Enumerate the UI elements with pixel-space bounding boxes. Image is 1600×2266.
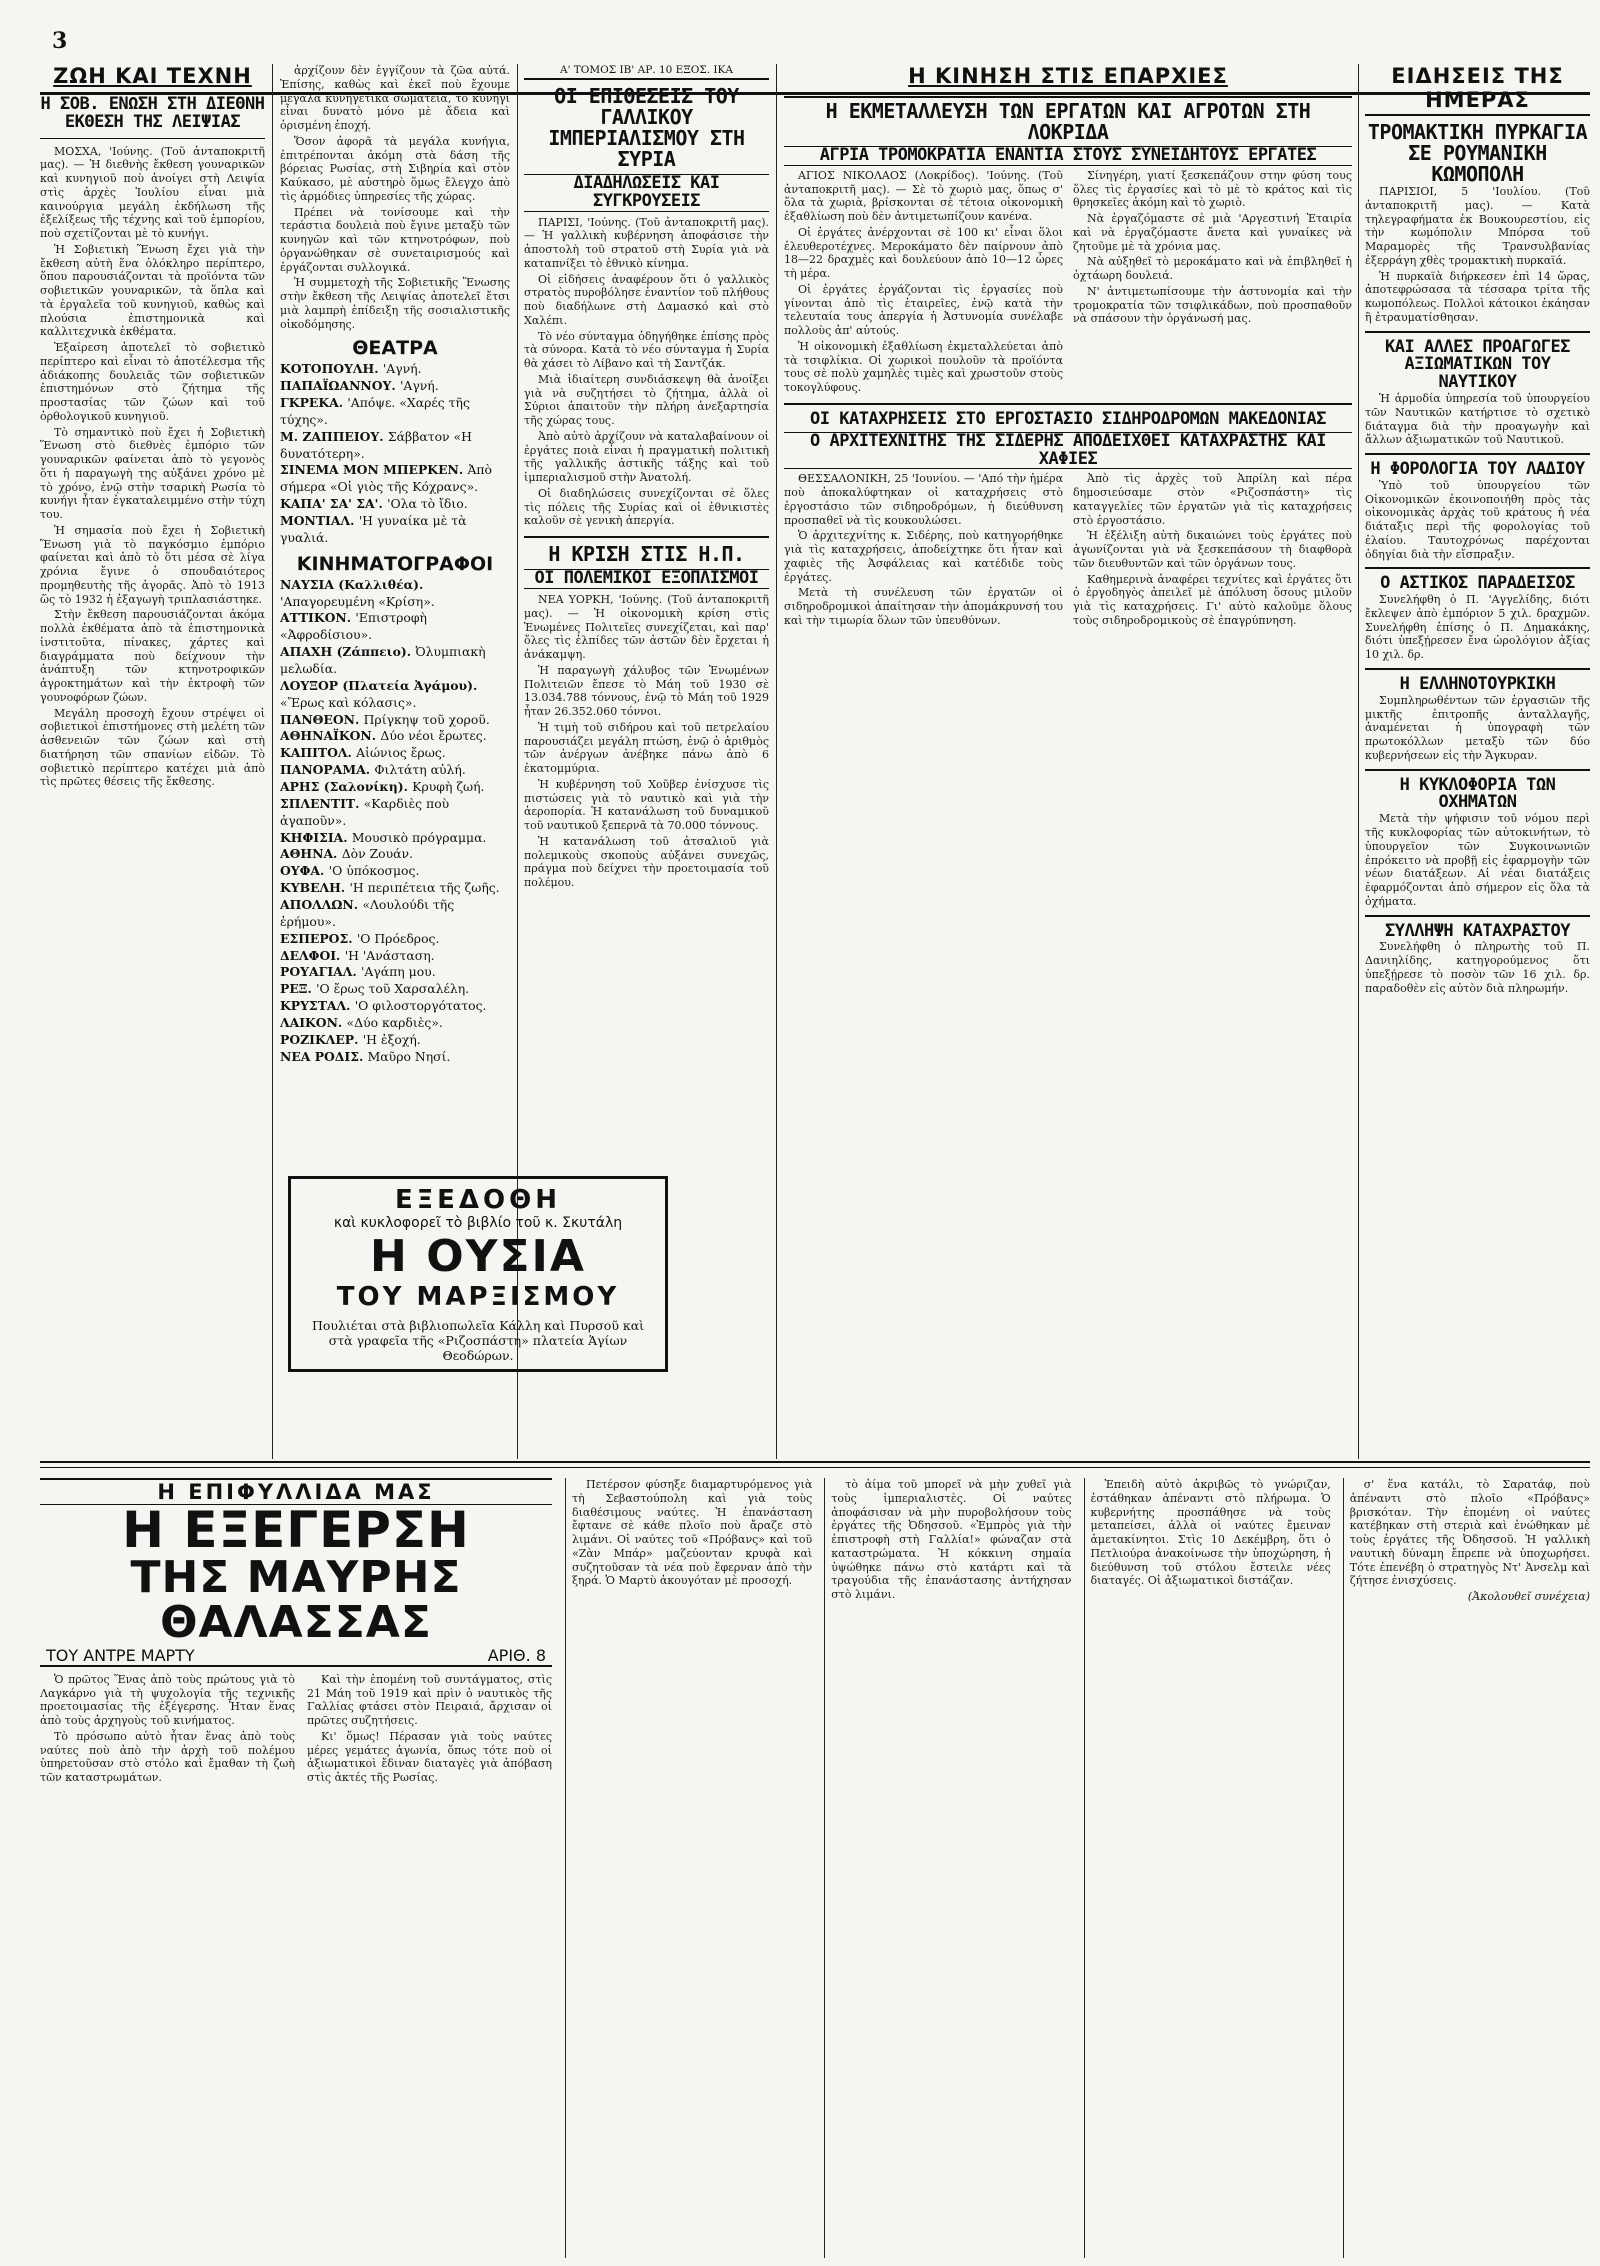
listing-entry [280, 779, 510, 796]
column-syria [524, 64, 769, 1459]
paragraph: Νὰ ἐργαζόμαστε σὲ μιὰ 'Αργεστινή Ἑταιρία καὶ νὰ ἐργαζόμαστε ἄνετα καὶ γυναίκες νὰ ζητοῦμε μὲ τὰ χρόνια μας. [1073, 212, 1352, 253]
paragraph: Πρέπει νὰ τονίσουμε καὶ τὴν τεράστια δουλειὰ ποὺ ἔγινε μεταξὺ τῶν κυνηγῶν καὶ τῶν κτηνοτρόφων, ποὺ ὀργανώθηκαν σὲ συνεταιρισμούς καὶ ἐργάζονται συλλογικά. [280, 205, 510, 274]
paragraph: Μεγάλη προσοχὴ ἔχουν στρέψει οἱ σοβιετικοὶ ἐπιστήμονες στὴ μελέτη τῶν ἀσθενειῶν τῶν ζώων καὶ στὴ διατήρηση τῶν σπανίων εἰδῶν. Τὸ σοβιετικὸ περίπτερο κατέχει μιὰ ἀπὸ τὶς πρῶτες θέσεις τῆς ἔκθεσης. [40, 706, 265, 789]
paragraph: Ἡ οἰκονομικὴ ἐξαθλίωση ἐκμεταλλεύεται ἀπὸ τὰ τσιφλίκια. Οἱ χωρικοὶ πουλοῦν τὰ προϊόντα τους σὲ πολὺ χαμηλὲς τιμὲς καὶ χρωστοῦν στοὺς τοκογλύφους. [784, 339, 1063, 395]
rule [524, 536, 769, 538]
subhead-syria: ΔΙΑΔΗΛΩΣΕΙΣ ΚΑΙ ΣΥΓΚΡΟΥΣΕΙΣ [524, 174, 769, 212]
show-title: Σάββατον «Η δυνατότερη». [280, 428, 472, 461]
show-title: 'Ο Πρόεδρος. [356, 930, 440, 946]
section-title-provinces: Η ΚΙΝΗΣΗ ΣΤΙΣ ΕΠΑΡΧΙΕΣ [908, 64, 1228, 88]
section-title-news: ΕΙΔΗΣΕΙΣ ΤΗΣ ΗΜΕΡΑΣ [1365, 64, 1590, 116]
listing-entry [280, 361, 510, 378]
article-paradise [1365, 593, 1590, 662]
show-title: 'Ο ὑπόκοσμος. [328, 863, 420, 879]
article-traffic [1365, 812, 1590, 908]
lokrida-columns [784, 169, 1352, 397]
listing-entry [280, 863, 510, 880]
paragraph: Ἡ ἁρμοδία ὑπηρεσία τοῦ ὑπουργείου τῶν Ναυτικῶν κατήρτισε τὸ σχετικὸ διάταγμα διὰ τὴν προαγωγὴν καὶ ἄλλων ἀξιωματικῶν τοῦ Ναυτικοῦ. [1365, 392, 1590, 447]
show-title: 'Ο φιλοστοργότατος. [354, 998, 487, 1014]
paragraph: Νὰ αὐξηθεῖ τὸ μεροκάματο καὶ νὰ ἐπιβληθεῖ ἡ ὀχτάωρη δουλειά. [1073, 255, 1352, 283]
cinema-listing [280, 577, 510, 1066]
paragraph: Ὑπὸ τοῦ ὑπουργείου τῶν Οἰκονομικῶν ἐκοινοποιήθη πρὸς τὰς οἰκονομικὰς ἀρχὰς τοῦ κράτους ἡ νέα διάταξις περὶ τῆς φορολογίας τοῦ ἐλαίου. Ταυτοχρόνως παρέχονται ὁδηγίαι διὰ τὴν εἴσπραξιν. [1365, 478, 1590, 561]
show-title: Ὀλυμπιακὴ μελωδία. [280, 644, 486, 676]
show-title: 'Επιστροφὴ «Ἀφροδίσιου». [280, 610, 427, 643]
subhead-foreman: Ο ΑΡΧΙΤΕΧΝΙΤΗΣ ΤΗΣ ΣΙΔΕΡΗΣ ΑΠΟΔΕΙΧΘΕΙ ΚΑΤΑΧΡΑΣΤΗΣ ΚΑΙ ΧΑΦΙΕΣ [784, 432, 1352, 470]
paragraph: Ὁ ἀρχιτεχνίτης κ. Σιδέρης, ποὺ κατηγορήθηκε γιὰ τὶς καταχρήσεις, ἀποδείχτηκε ὅτι ἦταν καὶ χαφιὲς τῆς Ἀσφάλειας καὶ κατέδιδε τοὺς ἐργάτες. [784, 529, 1063, 584]
feuilleton-byline [40, 1646, 552, 1667]
listing-entry [280, 1015, 510, 1032]
feuilleton-rule [40, 1461, 1590, 1468]
paragraph: Ἀπὸ αὐτὸ ἀρχίζουν νὰ καταλαβαίνουν οἱ ἐργάτες ποιὰ εἶναι ἡ πραγματικὴ πολιτικὴ τῆς γαλλικῆς ἀστικῆς τάξης καὶ τοῦ ἰμπεριαλισμοῦ στὴν Ἀνατολή. [524, 429, 769, 485]
venue-name: ΣΠΛΕΝΤΙΤ. [280, 795, 364, 811]
listing-entry [280, 678, 510, 712]
listing-entry [280, 712, 510, 729]
listing-entry [280, 830, 510, 847]
paragraph: Ἡ πυρκαϊὰ διήρκεσεν ἐπὶ 14 ὥρας, ἀποτεφρώσασα τὰ τέσσαρα τρίτα τῆς κωμοπόλεως. Πολλοὶ κάτοικοι ἐκάησαν ἢ ἐτραυματίσθησαν. [1365, 269, 1590, 324]
headline-greco-turkish: Η ΕΛΛΗΝΟΤΟΥΡΚΙΚΗ [1399, 673, 1556, 694]
paragraph: Ἐπειδὴ αὐτὸ ἀκριβῶς τὸ γνώριζαν, ἐστάθηκαν ἀπέναντι στὸ πλήρωμα. Ὁ κυβερνήτης προσπάθησε νὰ τοὺς μεταπείσει, ἀλλὰ οἱ ναύτες ἔμειναν ἀμετακίνητοι. Στὶς 10 Δεκέμβρη, ὅτι ὁ Πετλιούρα ἀνακοίνωσε τὴν ὑποχώρηση, ἡ διεύθυνση τοῦ στόλου ἔστειλε νέες διαταγές. Οἱ ἀξιωματικοὶ διστάζαν. [1090, 1478, 1331, 1588]
article-greco-turkish [1365, 694, 1590, 763]
headline-syria: ΟΙ ΕΠΙΘΕΣΕΙΣ ΤΟΥ ΓΑΛΛΙΚΟΥ ΙΜΠΕΡΙΑΛΙΣΜΟΥ ΣΤΗ ΣΥΡΙΑ [548, 84, 745, 171]
paragraph: ΜΟΣΧΑ, 'Ιούνης. (Τοῦ ἀνταποκριτῆ μας). — Ἡ διεθνὴς ἔκθεση γουναρικῶν καὶ κυνηγιοῦ ποὺ ἀνοίγει στὴ Λειψία στὶς ἀρχὲς Ἰουλίου εἶναι μιὰ καινούργια μεγάλη ἐκδήλωση τῆς ἐξελίξεως τῆς τέχνης καὶ τοῦ ἐμπορίου, ποὺ σχετίζονται μὲ τὸ κυνήγι. [40, 144, 265, 241]
headline-lokrida: Η ΕΚΜΕΤΑΛΛΕΥΣΗ ΤΩΝ ΕΡΓΑΤΩΝ ΚΑΙ ΑΓΡΟΤΩΝ ΣΤΗ ΛΟΚΡΙΔΑ [784, 96, 1352, 143]
listing-entry [280, 745, 510, 762]
article-syria [524, 216, 769, 529]
feuilleton-col [1343, 1478, 1590, 2258]
listing-entry [280, 644, 510, 678]
show-title: Φιλτάτη αὐλή. [374, 762, 466, 778]
show-title: Πρίγκηψ τοῦ χοροῦ. [363, 711, 490, 727]
article-embezzler [1365, 940, 1590, 995]
venue-name: ΑΘΗΝΑ. [280, 846, 342, 862]
rule [1365, 668, 1590, 670]
headline-traffic: Η ΚΥΚΛΟΦΟΡΙΑ ΤΩΝ ΟΧΗΜΑΤΩΝ [1399, 774, 1556, 813]
paragraph: Συνελήφθη ὁ Π. 'Αγγελίδης, διότι ἔκλεψεν ἀπὸ ἐμπόριον 5 χιλ. δραχμῶν. Συνελήφθη ἐπίσης ὁ Π. Δημακάκης, διότι ὑπεξῄρεσεν ἔνα ὡρολόγιον ἀξίας 10 χιλ. δρ. [1365, 593, 1590, 662]
venue-name: ΚΥΒΕΛΗ. [280, 880, 350, 896]
paragraph: ΑΓΙΟΣ ΝΙΚΟΛΑΟΣ (Λοκρίδος). 'Ιούνης. (Τοῦ ἀνταποκριτῆ μας). — Σὲ τὸ χωριὸ μας, ὅπως σ' ὅλα τὰ χωριὰ, βρίσκονται σὲ τέτοια οἰκονομικὴ ἐξαθλίωση ποὺ δὲν ἀντιμετωπίζουν κανένα. [784, 168, 1063, 224]
show-title: «Λουλούδι τῆς ἐρήμου». [280, 897, 455, 929]
paragraph: Ἡ κατανάλωση τοῦ ἀτσαλιοῦ γιὰ πολεμικοὺς σκοποὺς αὐξάνει συνεχῶς, πράγμα ποὺ δείχνει τὴν προετοιμασία τοῦ πολέμου. [524, 834, 769, 890]
article-lokrida-continued [1073, 169, 1352, 397]
show-title: 'Ολα τὸ ἴδιο. [387, 496, 468, 512]
venue-name: ΡΟΖΙΚΛΕΡ. [280, 1031, 363, 1047]
headline-fire: ΤΡΟΜΑΚΤΙΚΗ ΠΥΡΚΑΓΙΑ ΣΕ ΡΟΥΜΑΝΙΚΗ ΚΩΜΟΠΟΛΗ [1367, 120, 1588, 186]
column-divider [776, 64, 777, 1459]
article-railway-factory [784, 472, 1352, 629]
venue-name: ΠΑΠΑΪΩΑΝΝΟΥ. [280, 378, 400, 394]
venue-name: ΣΙΝΕΜΑ ΜΟΝ ΜΠΕΡΚΕΝ. [280, 462, 468, 478]
column-divider [1358, 64, 1359, 1459]
feuilleton-columns [565, 1478, 1590, 2258]
venue-name: ΟΥΦΑ. [280, 863, 329, 879]
show-title: 'Αγνή. [382, 361, 422, 377]
show-title: «Δύο καρδιὲς». [346, 1015, 443, 1031]
paragraph: Οἱ ἐργάτες ἐργάζονται τὶς ἐργασίες ποὺ γίνονται ἀπὸ τὶς ἑταιρεῖες, ἐνῷ κατὰ τὴν τελευταία τους ἀπεργία ἡ Ἀστυνομία συνέλαβε πολλοὺς ἀπ' αὐτούς. [784, 282, 1063, 338]
show-title: Δὸν Ζουάν. [341, 846, 414, 862]
listing-entry [280, 897, 510, 931]
venue-name: ΛΑΙΚΟΝ. [280, 1015, 347, 1031]
to-be-continued: (Ἀκολουθεῖ συνέχεια) [1467, 1590, 1590, 1603]
ad-footer: Πουλιέται στὰ βιβλιοπωλεῖα Κάλλη καὶ Πυρσοῦ καὶ στὰ γραφεῖα τῆς «Ριζοσπάστη» πλατεία Ἁγίων Θεοδώρων. [311, 1318, 645, 1363]
listing-entry [280, 846, 510, 863]
theatres-heading: ΘΕΑΤΡΑ [352, 337, 438, 360]
rule [40, 138, 265, 139]
venue-name: ΑΘΗΝΑΪΚΟΝ. [280, 728, 381, 744]
venue-name: ΛΟΥΞΟΡ (Πλατεία Ἀγάμου). [280, 677, 478, 693]
paragraph: Ἡ σημασία ποὺ ἔχει ἡ Σοβιετικὴ Ἕνωση γιὰ τὸ παγκόσμιο ἐμπόριο φαίνεται καὶ ἀπὸ τὸ ὅτι μέσα σὲ λίγα χρόνια ἔγινε ὁ σπουδαιότερος προμηθευτὴς τῆς ἀγορᾶς. Ἀπὸ τὸ 1913 ὥς τὸ 1932 ἡ ἐξαγωγὴ τριπλασιάστηκε. [40, 523, 265, 606]
rule [1365, 567, 1590, 569]
rule [1365, 331, 1590, 333]
paragraph: ΠΑΡΙΣΙ, 'Ιούνης. (Τοῦ ἀνταποκριτῆ μας). — Ἡ γαλλικὴ κυβέρνηση ἀποφάσισε τὴν ἀποστολὴ τοῦ στρατοῦ στὴ Συρία γιὰ νὰ καταπνίξει τὸ ἐθνικὸ κίνημα. [524, 215, 769, 270]
listing-entry [280, 513, 510, 547]
paragraph: ἀρχίζουν δὲν ἐγγίζουν τὰ ζῶα αὐτά. Ἐπίσης, καθὼς καὶ ἐκεῖ ποὺ ἔχουμε μεγάλα κυνηγετικὰ σωματεῖα, τὸ κυνήγι εἶναι δυνατὸ μόνο μὲ ἄδεια καὶ ὁρισμένη ἐποχή. [280, 64, 510, 132]
show-title: 'Αγάπη μου. [361, 964, 436, 980]
headline-navy: ΚΑΙ ΑΛΛΕΣ ΠΡΟΑΓΩΓΕΣ ΑΞΙΩΜΑΤΙΚΩΝ ΤΟΥ ΝΑΥΤΙΚΟΥ [1385, 336, 1570, 393]
paragraph: ΝΕΑ ΥΟΡΚΗ, 'Ιούνης. (Τοῦ ἀνταποκριτῆ μας). — Ἡ οἰκονομικὴ κρίση στὶς Ἑνωμένες Πολιτεῖες συνεχίζεται, καὶ παρ' ὅλες τὶς ἐλπίδες τῶν ἀστῶν δὲν ἔρχεται ἡ ἀνάκαμψη. [524, 593, 769, 662]
paragraph: Καθημερινὰ ἀναφέρει τεχνίτες καὶ ἐργάτες ὅτι ὁ ἐργοδηγὸς ἀπειλεῖ μὲ ἀπόλυση ὅσους μιλοῦν γιὰ τὶς καταχρήσεις. Γι' αὐτὸ καλοῦμε ὅλους τοὺς σιδηροδρομικοὺς σὲ ἐπαγρύπνηση. [1073, 572, 1352, 627]
listing-entry [280, 496, 510, 513]
headline-oil-tax: Η ΦΟΡΟΛΟΓΙΑ ΤΟΥ ΛΑΔΙΟΥ [1370, 459, 1585, 480]
show-title: Δύο νέοι ἔρωτες. [380, 728, 487, 744]
feuilleton-text-1 [40, 1673, 295, 1787]
ad-book-title: Η ΟΥΣΙΑ [370, 1231, 586, 1282]
ad-heading: ΕΞΕΔΟΘΗ [394, 1185, 562, 1215]
paragraph: Καὶ τὴν ἐπομένη τοῦ συντάγματος, στὶς 21 Μάη τοῦ 1919 καὶ πρὶν ὁ ναυτικὸς τῆς Γαλλίας φτάσει στὸν Πειραιά, ἄρχισαν οἱ πρῶτες συζητήσεις. [307, 1672, 552, 1727]
page-number: 3 [52, 28, 68, 54]
venue-name: ΝΕΑ ΡΟΔΙΣ. [280, 1048, 368, 1064]
headline-leipzig: Η ΣΟΒ. ΕΝΩΣΗ ΣΤΗ ΔΙΕΘΝΗ ΕΚΘΕΣΗ ΤΗΣ ΛΕΙΨΙΑΣ [40, 94, 265, 132]
paragraph: σ' ἕνα κατάλι, τὸ Σαρατάφ, ποὺ ἀπέναντι στὸ πλοῖο «Πρόβανς» βρισκόταν. Τὴν ἐπομένη οἱ ναύτες κατέβηκαν στὴ στεριὰ καὶ ἐνώθηκαν μὲ τοὺς ἐργάτες τῆς Ὀδησσοῦ. Ἡ γαλλικὴ ναυτικὴ δύναμη ἔπρεπε νὰ ὑποχωρήσει. Τότε ἐπενέβη ὁ στρατηγὸς Ντ' Ἀνσελμ καὶ ζήτησε ἐνισχύσεις. [1349, 1478, 1590, 1588]
venue-name: ΡΕΞ. [280, 981, 317, 997]
theatre-listing [280, 361, 510, 546]
section-title-culture: ΖΩΗ ΚΑΙ ΤΕΧΝΗ [53, 64, 252, 88]
paragraph: ΠΑΡΙΣΙΟΙ, 5 'Ιουλίου. (Τοῦ ἀνταποκριτῆ μας). — Κατὰ τηλεγραφήματα ἐκ Βουκουρεστίου, εἰς τὴν κωμόπολιν Μπόρσα τοῦ Μαραμορὲς τῆς Τρανσυλβανίας ἐξερράγη χθὲς τρομακτικὴ πυρκαϊά. [1365, 185, 1590, 267]
column-provinces [784, 64, 1352, 1459]
venue-name: ΚΑΠΑ' ΣΑ' ΣΑ'. [280, 496, 388, 512]
feuilleton-author: ΤΟΥ ΑΝΤΡΕ ΜΑΡΤΥ [46, 1645, 195, 1665]
venue-name: ΔΕΛΦΟΙ. [280, 947, 345, 963]
headline-railway-factory: ΟΙ ΚΑΤΑΧΡΗΣΕΙΣ ΣΤΟ ΕΡΓΟΣΤΑΣΙΟ ΣΙΔΗΡΟΔΡΟΜΩΝ ΜΑΚΕΔΟΝΙΑΣ [810, 408, 1326, 429]
show-title: 'Απαγορευμένη «Κρίση». [280, 593, 435, 609]
show-title: Ἀπὸ σήμερα «Οἱ γιὸς τῆς Κόχρανς». [280, 462, 493, 495]
listing-entry [280, 880, 510, 897]
venue-name: ΚΗΦΙΣΙΑ. [280, 829, 352, 845]
paragraph: Τὸ πρόσωπο αὐτὸ ἦταν ἕνας ἀπὸ τοὺς ναύτες ποὺ ἀπὸ τὴν ἀρχὴ τοῦ πολέμου ὑπηρετοῦσαν στὸ στόλο καὶ ἔμαθαν τὴ ζωὴ τῶν καταστρωμάτων. [40, 1729, 295, 1784]
ad-line: καὶ κυκλοφορεῖ τὸ βιβλίο τοῦ κ. Σκυτάλη [333, 1215, 623, 1231]
paragraph: Ἡ ἐξέλιξη αὐτὴ δικαιώνει τοὺς ἐργάτες ποὺ ἀγωνίζονται γιὰ νὰ ξεσκεπάσουν τὴ διαφθορὰ τῶν διευθυντῶν καὶ τῶν ὀργάνων τους. [1073, 529, 1352, 570]
subhead-terror: ΑΓΡΙΑ ΤΡΟΜΟΚΡΑΤΙΑ ΕΝΑΝΤΙΑ ΣΤΟΥΣ ΣΥΝΕΙΔΗΤΟΥΣ ΕΡΓΑΤΕΣ [784, 146, 1352, 166]
paragraph: Ν' ἀντιμετωπίσουμε τὴν ἀστυνομία καὶ τὴν τρομοκρατία τῶν τσιφλικάδων, ποὺ προσπαθοῦν νὰ σπάσουν τὴν ὀργάνωσή μας. [1073, 284, 1352, 326]
paragraph: Πετέρσον φύσηξε διαμαρτυρόμενος γιὰ τὴ Σεβαστούπολη καὶ γιὰ τοὺς διαθέσιμους ναύτες. Ἡ ἐπανάσταση ἔφτανε σὲ κάθε πλοῖο ποὺ ἄραζε στὸ λιμάνι. Οἱ ναύτες τοῦ «Πρόβανς» καὶ τοῦ «Ζὰν Μπάρ» μαζεύονταν κρυφὰ καὶ συζητοῦσαν τὰ νέα ποὺ ἔφερναν ἀπὸ τὴν ξηρά. Ὁ Μαρτὺ ἀκουγόταν μὲ προσοχή. [572, 1478, 813, 1588]
column-culture [40, 64, 265, 1459]
listing-entry [280, 610, 510, 644]
headline-us-crisis: Η ΚΡΙΣΗ ΣΤΙΣ Η.Π. [548, 542, 745, 567]
paragraph: Συμπληρωθέντων τῶν ἐργασιῶν τῆς μικτῆς ἐπιτροπῆς ἀνταλλαγῆς, ἀναμένεται ἡ ὑπογραφὴ τῶν πρωτοκόλλων μεταξὺ τῶν δύο κυβερνήσεων εἰς τὴν Ἄγκυραν. [1365, 693, 1590, 762]
feuilleton-kicker: Η ΕΠΙΦΥΛΛΙΔΑ ΜΑΣ [40, 1478, 552, 1505]
paragraph: Ἡ παραγωγὴ χάλυβος τῶν Ἑνωμένων Πολιτειῶν ἔπεσε τὸ Μάη τοῦ 1930 σὲ 13.034.788 τόννους, ἐνῷ τὸ Μάη τοῦ 1929 ἦταν 26.352.060 τόννοι. [524, 663, 769, 719]
article-oil-tax [1365, 479, 1590, 562]
listing-entry [280, 577, 510, 611]
venue-name: ΠΑΝΘΕΟΝ. [280, 711, 364, 727]
show-title: 'Η 'Ανάσταση. [344, 947, 435, 963]
rule [1365, 769, 1590, 771]
feuilleton-title-line2: ΤΗΣ ΜΑΥΡΗΣ ΘΑΛΑΣΣΑΣ [130, 1552, 462, 1648]
show-title: «Ἔρως καὶ κόλασις». [280, 694, 417, 710]
venue-name: ΕΣΠΕΡΟΣ. [280, 930, 357, 946]
paragraph: Στὴν ἔκθεση παρουσιάζονται ἀκόμα πολλὰ ἐκθέματα ἀπὸ τὰ ἐπιστημονικὰ ἰνστιτοῦτα, πίνακες, χάρτες καὶ διαγράμματα ποὺ δείχνουν τὴν ἀνάπτυξη τῶν κτηνοτροφικῶν ἀγροκτημάτων καὶ τὴν ἐκτροφὴ τῶν γουνοφόρων ζώων. [40, 608, 265, 704]
feuilleton-col [824, 1478, 1071, 2258]
listing-entry [280, 728, 510, 745]
show-title: 'Η περιπέτεια τῆς ζωῆς. [349, 880, 500, 896]
listing-entry [280, 762, 510, 779]
paragraph: Κι' ὅμως! Πέρασαν γιὰ τοὺς ναύτες μέρες γεμάτες ἀγωνία, ὅπως τότε ποὺ οἱ ἀξιωματικοὶ ἔδιναν διαταγὲς γιὰ ἀπόβαση στὶς ἀκτές τῆς Ρωσίας. [307, 1729, 552, 1784]
listing-entry [280, 998, 510, 1015]
ad-book-subtitle: ΤΟΥ ΜΑΡΞΙΣΜΟΥ [336, 1282, 620, 1312]
paragraph: Σίνηγέρη, γιατί ξεσκεπάζουν στην φύση τους ὅλες τὶς ἐργασίες καὶ τὸ μὲ τὸ κράτος καὶ τὶς θρησκεῖες ἀκόμη καὶ τὸ χωριὸ. [1073, 168, 1352, 210]
listing-entry [280, 948, 510, 965]
paragraph: Ἐξαίρεση ἀποτελεῖ τὸ σοβιετικὸ περίπτερο καὶ εἶναι τὸ ἀποτέλεσμα τῆς ἀδιάκοπης δουλειᾶς τῶν σοβιετικῶν ἐπιστημόνων στὸ ζήτημα τῆς προστασίας τῶν ζώων καὶ τοῦ ὀρθολογικοῦ κυνηγιοῦ. [40, 341, 265, 423]
show-title: 'Η ἐξοχή. [362, 1031, 421, 1047]
venue-name: ΜΟΝΤΙΑΛ. [280, 512, 359, 528]
article-us-crisis [524, 593, 769, 890]
venue-name: ΓΚΡΕΚΑ. [280, 394, 348, 410]
dateline: Α' ΤΟΜΟΣ ΙΒ' ΑΡ. 10 ΕΞΟΣ. ΙΚΑ [524, 64, 769, 80]
listing-entry [280, 981, 510, 998]
paragraph: ΘΕΣΣΑΛΟΝΙΚΗ, 25 'Ιουνίου. — 'Από τὴν ἡμέρα ποὺ ἀποκαλύφτηκαν οἱ καταχρήσεις στὸ ἐργοστάσιο τῶν σιδηροδρόμων, ἡ διεύθυνση προσπαθεῖ νὰ τὶς κουκουλώσει. [784, 472, 1063, 527]
subhead-armaments: ΟΙ ΠΟΛΕΜΙΚΟΙ ΕΞΟΠΛΙΣΜΟΙ [524, 569, 769, 589]
paragraph: Ἡ συμμετοχὴ τῆς Σοβιετικῆς Ἕνωσης στὴν ἔκθεση τῆς Λειψίας ἀποτελεῖ ἔτσι μιὰ λαμπρὴ ἐπίδειξη τῆς σοσιαλιστικῆς οἰκοδόμησης. [280, 276, 510, 331]
show-title: Μαῦρο Νησί. [367, 1048, 451, 1064]
listing-entry [280, 796, 510, 830]
venue-name: ΑΠΑΧΗ (Ζάππειο). [280, 644, 416, 660]
feuilleton-part: ΑΡΙΘ. 8 [487, 1645, 546, 1665]
venue-name: ΑΡΗΣ (Σαλονίκη). [280, 779, 413, 795]
rule [1365, 453, 1590, 455]
show-title: 'Η γυναίκα μὲ τὰ γυαλιά. [280, 512, 467, 545]
show-title: 'Ο ἔρως τοῦ Χαρσαλέλη. [316, 981, 470, 997]
article-leipzig-continued [280, 64, 510, 331]
listing-entry [280, 395, 510, 429]
show-title: 'Αγνή. [400, 378, 439, 394]
feuilleton-title-line1: Η ΕΞΕΓΕΡΣΗ [122, 1501, 470, 1559]
feuilleton-col [1084, 1478, 1331, 2258]
paragraph: Ἡ τιμὴ τοῦ σιδήρου καὶ τοῦ πετρελαίου παρουσιάζει μεγάλη πτώση, ἐνῷ ὁ ἀριθμὸς τῶν ἀνέργων ἀνέβηκε πάνω ἀπὸ 6 ἑκατομμύρια. [524, 720, 769, 776]
listing-entry [280, 462, 510, 496]
article-navy [1365, 392, 1590, 447]
paragraph: Οἱ ἐργάτες ἀνέρχονται σὲ 100 κι' εἶναι ὅλοι ἐλευθεροτέχνες. Μεροκάματο δὲν παίρνουν ἀπὸ 18—22 δραχμὲς καὶ δουλεύουν ἀπὸ 10—12 ὧρες τὴ μέρα. [784, 225, 1063, 281]
paragraph: Οἱ διαδηλώσεις συνεχίζονται σὲ ὅλες τὶς πόλεις τῆς Συρίας καὶ οἱ ἐθνικιστὲς καλοῦν σὲ γενικὴ ἀπεργία. [524, 486, 769, 528]
show-title: Αἰώνιος ἔρως. [356, 745, 446, 761]
column-divider [272, 64, 273, 1459]
paragraph: Ὅσον ἀφορᾶ τὰ μεγάλα κυνήγια, ἐπιτρέπονται ἀκόμη στὰ δάση τῆς βόρειας Ρωσίας, στὴ Σιβηρία καὶ στὸν Καύκασο, μὲ αὐστηρὸ ὅμως ἔλεγχο ἀπὸ τὶς ἀρμόδιες ὑπηρεσίες τῆς χώρας. [280, 134, 510, 203]
article-lokrida [784, 169, 1063, 397]
paragraph: Μετὰ τὴν ψήφισιν τοῦ νόμου περὶ τῆς κυκλοφορίας τῶν αὐτοκινήτων, τὸ ὑπουργεῖον τῶν Συγκοινωνιῶν ἐπρόκειτο νὰ προβῇ εἰς ἐφαρμογὴν τῶν νέων διατάξεων. Αἱ νέαι διατάξεις ἐφαρμόζονται ἀπὸ σήμερον εἰς ὅλα τὰ ὀχήματα. [1365, 812, 1590, 908]
listing-entry [280, 964, 510, 981]
paragraph: Ἡ Σοβιετικὴ Ἕνωση ἔχει γιὰ τὴν ἔκθεση αὐτὴ ἕνα ὁλόκληρο περίπτερο, ὅπου παρουσιάζονται τὰ προϊόντα τῶν σοβιετικῶν γουναρικῶν, τὰ ὅπλα καὶ τὰ ἐργαλεῖα τοῦ κυνηγιοῦ, καθὼς καὶ πλούσια ἐπιστημονικὰ καὶ καλλιτεχνικὰ ἐκθέματα. [40, 242, 265, 339]
show-title: 'Απόψε. «Χαρές τῆς τύχης». [280, 394, 470, 427]
listing-entry [280, 1049, 510, 1066]
paragraph: Τὸ νέο σύνταγμα ὁδηγήθηκε ἐπίσης πρὸς τὰ σύνορα. Κατὰ τὸ νέο σύνταγμα ἡ Συρία θὰ χάσει τὸ Λίβανο καὶ τὴ Σαντζάκ. [524, 329, 769, 371]
paragraph: Συνελήφθη ὁ πληρωτὴς τοῦ Π. Δανιηλίδης, κατηγορούμενος ὅτι ὑπεξῄρεσε τὸ ποσὸν τῶν 16 χιλ. δρ. παραδοθὲν εἰς αὐτὸν διὰ πληρωμήν. [1365, 940, 1590, 995]
column-news [1365, 64, 1590, 1459]
listing-entry [280, 931, 510, 948]
venue-name: ΠΑΝΟΡΑΜΑ. [280, 762, 375, 778]
paragraph: Ἀπὸ τὶς ἀρχὲς τοῦ Ἀπρίλη καὶ πέρα δημοσιεύσαμε στὸν «Ριζοσπάστη» τὶς καταγγελίες τῶν ἐργατῶν γιὰ τὶς καταχρήσεις στὸ ἐργοστάσιο. [1073, 472, 1352, 527]
show-title: «Καρδιὲς ποὺ ἀγαποῦν». [280, 795, 450, 828]
paragraph: τὸ ἀίμα τοῦ μπορεῖ νὰ μὴν χυθεῖ γιὰ τοὺς ἰμπεριαλιστὲς. Οἱ ναύτες ἀποφάσισαν νὰ μὴν πυροβολήσουν τοὺς ἐργάτες τῆς Ὀδησσοῦ. «Ἐμπρὸς γιὰ τὴν ἐπιστροφὴ στὴ Γαλλία!» φώναζαν στὰ καταστρώματα. Ἡ κόκκινη σημαία ὑψώθηκε πάνω στὸ κατάρτι καὶ τὰ τραγούδια τῆς ἐπανάστασης ἀντήχησαν στὸ λιμάνι. [831, 1478, 1072, 1601]
venue-name: ΚΟΤΟΠΟΥΛΗ. [280, 361, 383, 377]
headline-embezzler: ΣΥΛΛΗΨΗ ΚΑΤΑΧΡΑΣΤΟΥ [1385, 920, 1570, 941]
article-leipzig [40, 145, 265, 790]
paragraph: Τὸ σημαντικὸ ποὺ ἔχει ἡ Σοβιετικὴ Ἕνωση στὸ διεθνὲς ἐμπόριο τῶν γουναρικῶν φαίνεται ἀπὸ τὸ γεγονὸς ὅτι ἡ παραγωγὴ της αὐξάνει χρόνο μὲ τὸ χρόνο, ἐνῷ στὴν τσαρικὴ Ρωσία τὸ κυνήγι ἦταν ἐγκαταλειμμένο στὴν τύχη του. [40, 425, 265, 522]
show-title: Μουσικὸ πρόγραμμα. [351, 829, 487, 845]
venue-name: ΡΟΥΑΓΙΑΛ. [280, 964, 362, 980]
newspaper-page [40, 28, 1590, 2258]
show-title: Κρυφὴ ζωή. [412, 779, 485, 795]
listing-entry [280, 1032, 510, 1049]
headline-paradise: Ο ΑΣΤΙΚΟΣ ΠΑΡΑΔΕΙΣΟΣ [1380, 573, 1575, 594]
venue-name: ΝΑΥΣΙΑ (Καλλιθέα). [280, 576, 424, 592]
rule [784, 403, 1352, 405]
listing-entry [280, 378, 510, 395]
feuilleton-col [565, 1478, 812, 2258]
paragraph: Ἡ κυβέρνηση τοῦ Χοῦβερ ἐνίσχυσε τὶς πιστώσεις γιὰ τὸ ναυτικὸ καὶ γιὰ τὴν ἀεροπορία. Ἡ κατανάλωση τοῦ δυναμικοῦ τοῦ ναυτικοῦ ξεπερνᾶ τὰ 70.000 τόννους. [524, 777, 769, 833]
feuilleton-header [40, 1478, 552, 1787]
venue-name: ΑΠΟΛΛΩΝ. [280, 897, 363, 913]
feuilleton-text-2 [307, 1673, 552, 1787]
paragraph: Μετὰ τὴ συνέλευση τῶν ἐργατῶν οἱ σιδηροδρομικοὶ ἀπαίτησαν τὴν ἀπομάκρυνσή του καὶ τὴν τιμωρία ὅλων τῶν ὑπευθύνων. [784, 586, 1063, 627]
paragraph: Ὁ πρῶτος Ἕνας ἀπὸ τοὺς πρώτους γιὰ τὸ Λαγκάρνο γιὰ τὴ ψυχολογία τῆς τεχνικῆς προετοιμασίας τῆς ἐξέγερσης. Ἦταν ἕνας ἀπὸ τοὺς ἀρχηγοὺς τοῦ κινήματος. [40, 1672, 295, 1727]
article-fire [1365, 185, 1590, 325]
paragraph: Μιὰ ἰδιαίτερη συνδιάσκεψη θὰ ἀνοίξει γιὰ νὰ συζητήσει τὸ ζήτημα, ἀλλὰ οἱ Σύριοι ἀπαιτοῦν τὴν πλήρη ἀνεξαρτησία τῆς χώρας τους. [524, 372, 769, 428]
venue-name: ΑΤΤΙΚΟΝ. [280, 610, 356, 626]
paragraph: Οἱ εἰδήσεις ἀναφέρουν ὅτι ὁ γαλλικὸς στρατὸς πυροβόλησε ἐναντίον τοῦ πλήθους ποὺ διαδήλωνε στὴ Δαμασκό καὶ στὸ Χαλέπι. [524, 272, 769, 327]
venue-name: ΚΑΠΙΤΟΛ. [280, 745, 357, 761]
venue-name: Μ. ΖΑΠΠΕΙΟΥ. [280, 428, 388, 444]
rule [1365, 915, 1590, 917]
cinemas-heading: ΚΙΝΗΜΑΤΟΓΡΑΦΟΙ [296, 552, 494, 575]
venue-name: ΚΡΥΣΤΑΛ. [280, 998, 355, 1014]
listing-entry [280, 429, 510, 463]
